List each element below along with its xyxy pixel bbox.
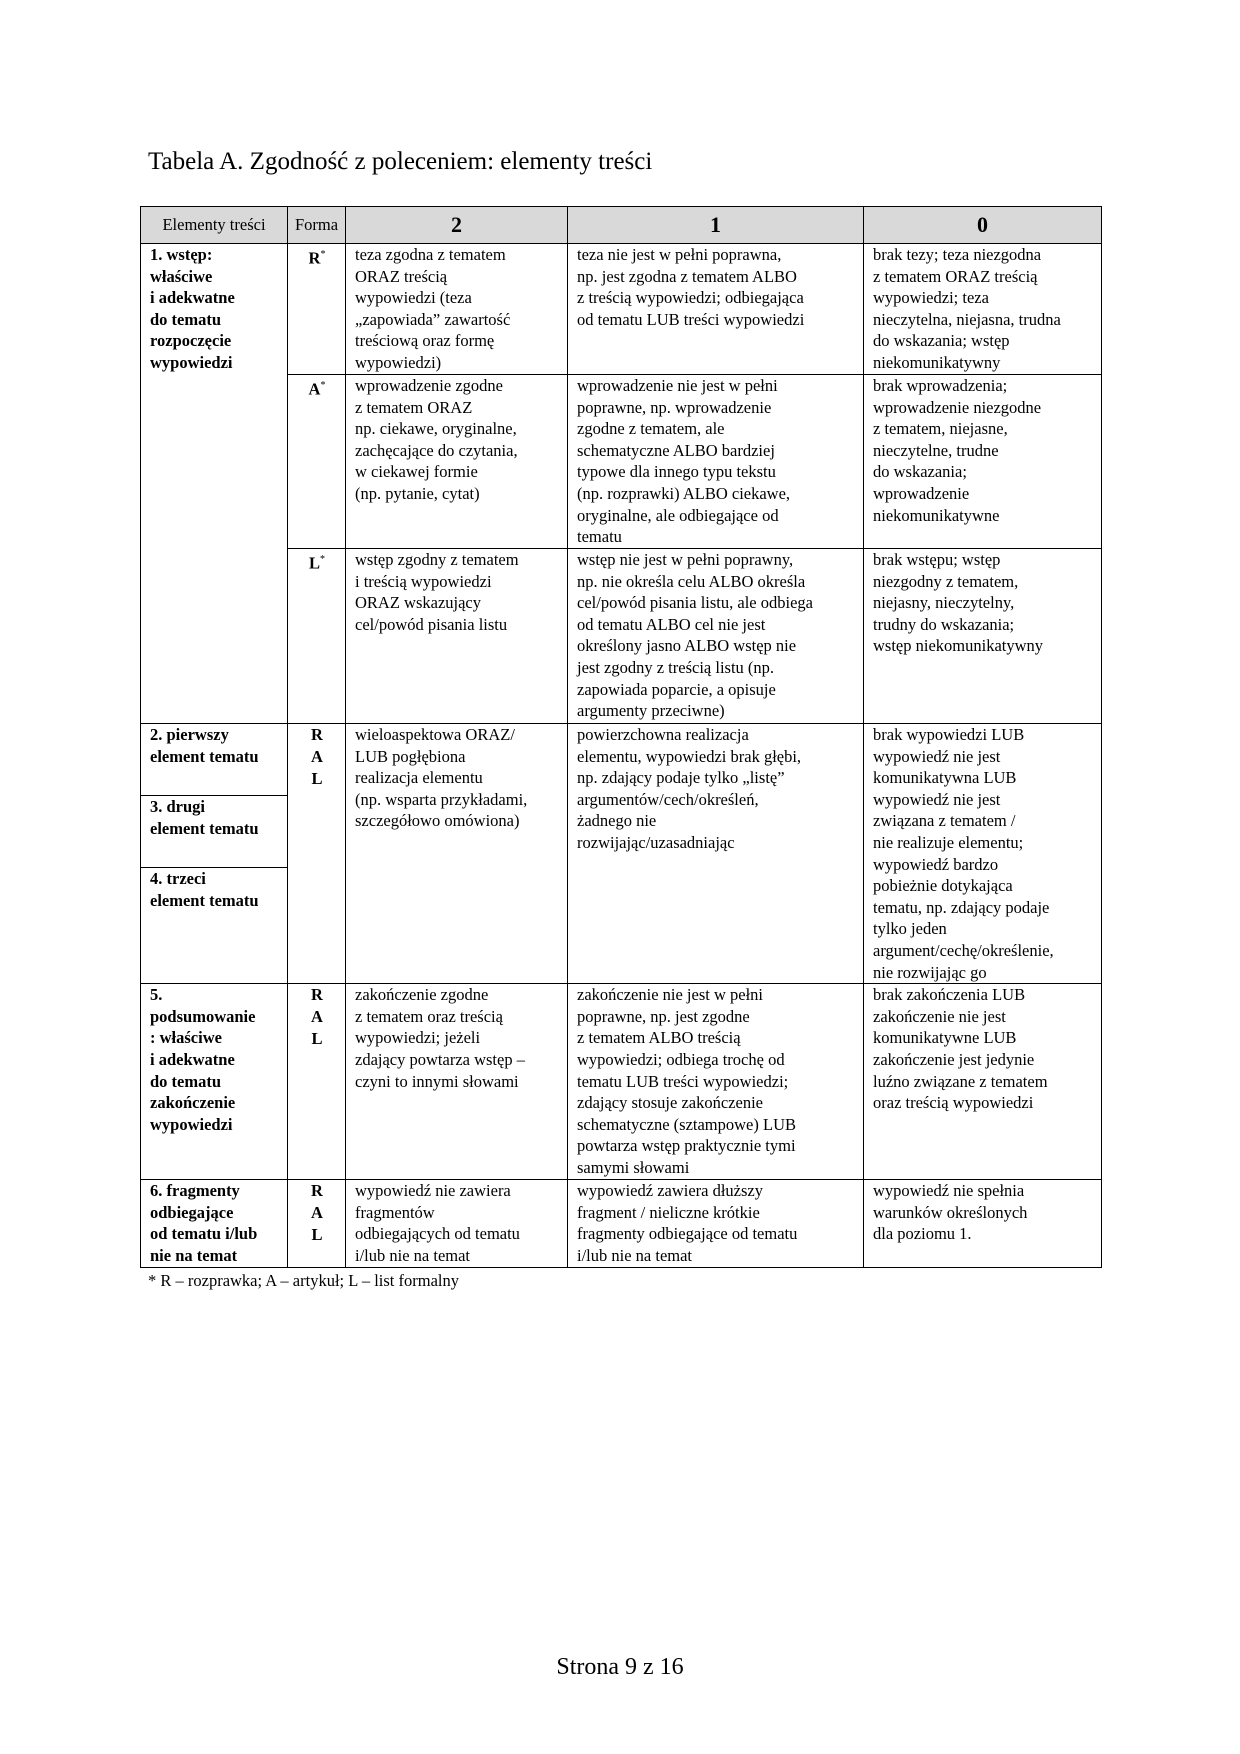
element-cell-intro: 1. wstęp: właściwe i adekwatne do tematu rozpoczęcie wypowiedzi	[141, 244, 288, 724]
score-2-cell: wypowiedź nie zawiera fragmentów odbiegających od tematu i/lub nie na temat	[346, 1180, 568, 1268]
page-number: Strona 9 z 16	[556, 1654, 684, 1680]
score-0-cell: brak wypowiedzi LUB wypowiedź nie jest komunikatywna LUB wypowiedź nie jest związana z tematem / nie realizuje elementu; wypowiedź bardzo pobieżnie dotykająca tematu, np. zdający podaje tylko jeden argument/cechę/określenie, nie rozwijając go	[864, 724, 1102, 984]
score-0-cell: brak wprowadzenia; wprowadzenie niezgodne z tematem, niejasne, nieczytelne, trudne do wskazania; wprowadzenie niekomunikatywne	[864, 375, 1102, 549]
form-cell	[288, 1180, 346, 1268]
table-row	[141, 1180, 1102, 1268]
score-2-cell: wieloaspektowa ORAZ/ LUB pogłębiona realizacja elementu (np. wsparta przykładami, szczegółowo omówiona)	[346, 724, 568, 984]
element-cell-offtopic: 6. fragmenty odbiegające od tematu i/lub nie na temat	[141, 1180, 288, 1268]
score-1-cell: wypowiedź zawiera dłuższy fragment / nieliczne krótkie fragmenty odbiegające od tematu i/lub nie na temat	[568, 1180, 864, 1268]
footnote: * R – rozprawka; A – artykuł; L – list formalny	[148, 1271, 460, 1290]
header-row	[141, 207, 1102, 244]
form-letters: R A L	[311, 985, 323, 1049]
header-form: Forma	[288, 207, 346, 244]
form-letter: L	[308, 553, 320, 573]
element-cell-first: 2. pierwszy element tematu	[141, 724, 288, 796]
header-score-2: 2	[346, 207, 568, 244]
form-cell	[288, 724, 346, 984]
score-0-cell: brak tezy; teza niezgodna z tematem ORAZ treścią wypowiedzi; teza nieczytelna, niejasna, trudna do wskazania; wstęp niekomunikatywny	[864, 244, 1102, 375]
score-1-cell: wstęp nie jest w pełni poprawny, np. nie określa celu ALBO określa cel/powód pisania listu, ale odbiega od tematu ALBO cel nie jest określony jasno ALBO wstęp nie jest zgodny z treścią listu (np. zapowiada poparcie, a opisuje argumenty przeciwne)	[568, 549, 864, 724]
form-cell	[288, 549, 346, 724]
form-cell	[288, 244, 346, 375]
page-title: Tabela A. Zgodność z poleceniem: elementy treści	[148, 148, 653, 175]
rubric-table	[140, 206, 1102, 1268]
header-elements: Elementy treści	[141, 207, 288, 244]
form-cell	[288, 375, 346, 549]
form-letter: A	[308, 379, 321, 399]
score-2-cell: zakończenie zgodne z tematem oraz treścią wypowiedzi; jeżeli zdający powtarza wstęp – czyni to innymi słowami	[346, 984, 568, 1180]
score-1-cell: powierzchowna realizacja elementu, wypowiedzi brak głębi, np. zdający podaje tylko „listę” argumentów/cech/określeń, żadnego nie rozwijając/uzasadniając	[568, 724, 864, 984]
score-1-cell: zakończenie nie jest w pełni poprawne, np. jest zgodne z tematem ALBO treścią wypowiedzi; odbiega trochę od tematu LUB treści wypowiedzi; zdający stosuje zakończenie schematyczne (sztampowe) LUB powtarza wstęp praktycznie tymi samymi słowami	[568, 984, 864, 1180]
form-mark: *	[320, 554, 325, 565]
score-1-cell: teza nie jest w pełni poprawna, np. jest zgodna z tematem ALBO z treścią wypowiedzi; odbiegająca od tematu LUB treści wypowiedzi	[568, 244, 864, 375]
score-0-cell: brak wstępu; wstęp niezgodny z tematem, niejasny, nieczytelny, trudny do wskazania; wstęp niekomunikatywny	[864, 549, 1102, 724]
form-cell	[288, 984, 346, 1180]
score-0-cell: brak zakończenia LUB zakończenie nie jest komunikatywne LUB zakończenie jest jedynie luźno związane z tematem oraz treścią wypowiedzi	[864, 984, 1102, 1180]
header-score-0: 0	[864, 207, 1102, 244]
score-2-cell: wprowadzenie zgodne z tematem ORAZ np. ciekawe, oryginalne, zachęcające do czytania, w ciekawej formie (np. pytanie, cytat)	[346, 375, 568, 549]
element-cell-third: 4. trzeci element tematu	[141, 868, 288, 984]
element-cell-summary: 5. podsumowanie : właściwe i adekwatne do tematu zakończenie wypowiedzi	[141, 984, 288, 1180]
score-0-cell: wypowiedź nie spełnia warunków określonych dla poziomu 1.	[864, 1180, 1102, 1268]
score-2-cell: wstęp zgodny z tematem i treścią wypowiedzi ORAZ wskazujący cel/powód pisania listu	[346, 549, 568, 724]
form-mark: *	[320, 249, 326, 260]
element-cell-second: 3. drugi element tematu	[141, 796, 288, 868]
form-mark: *	[320, 380, 326, 391]
table-row	[141, 244, 1102, 375]
header-score-1: 1	[568, 207, 864, 244]
form-letters: R A L	[311, 725, 323, 788]
form-letter: R	[308, 248, 321, 268]
table-row	[141, 724, 1102, 796]
score-1-cell: wprowadzenie nie jest w pełni poprawne, np. wprowadzenie zgodne z tematem, ale schematyczne ALBO bardziej typowe dla innego typu tekstu (np. rozprawki) ALBO ciekawe, oryginalne, ale odbiegające od tematu	[568, 375, 864, 549]
table-row	[141, 984, 1102, 1180]
form-letters: R A L	[311, 1181, 323, 1245]
score-2-cell: teza zgodna z tematem ORAZ treścią wypowiedzi (teza „zapowiada” zawartość treściową oraz formę wypowiedzi)	[346, 244, 568, 375]
